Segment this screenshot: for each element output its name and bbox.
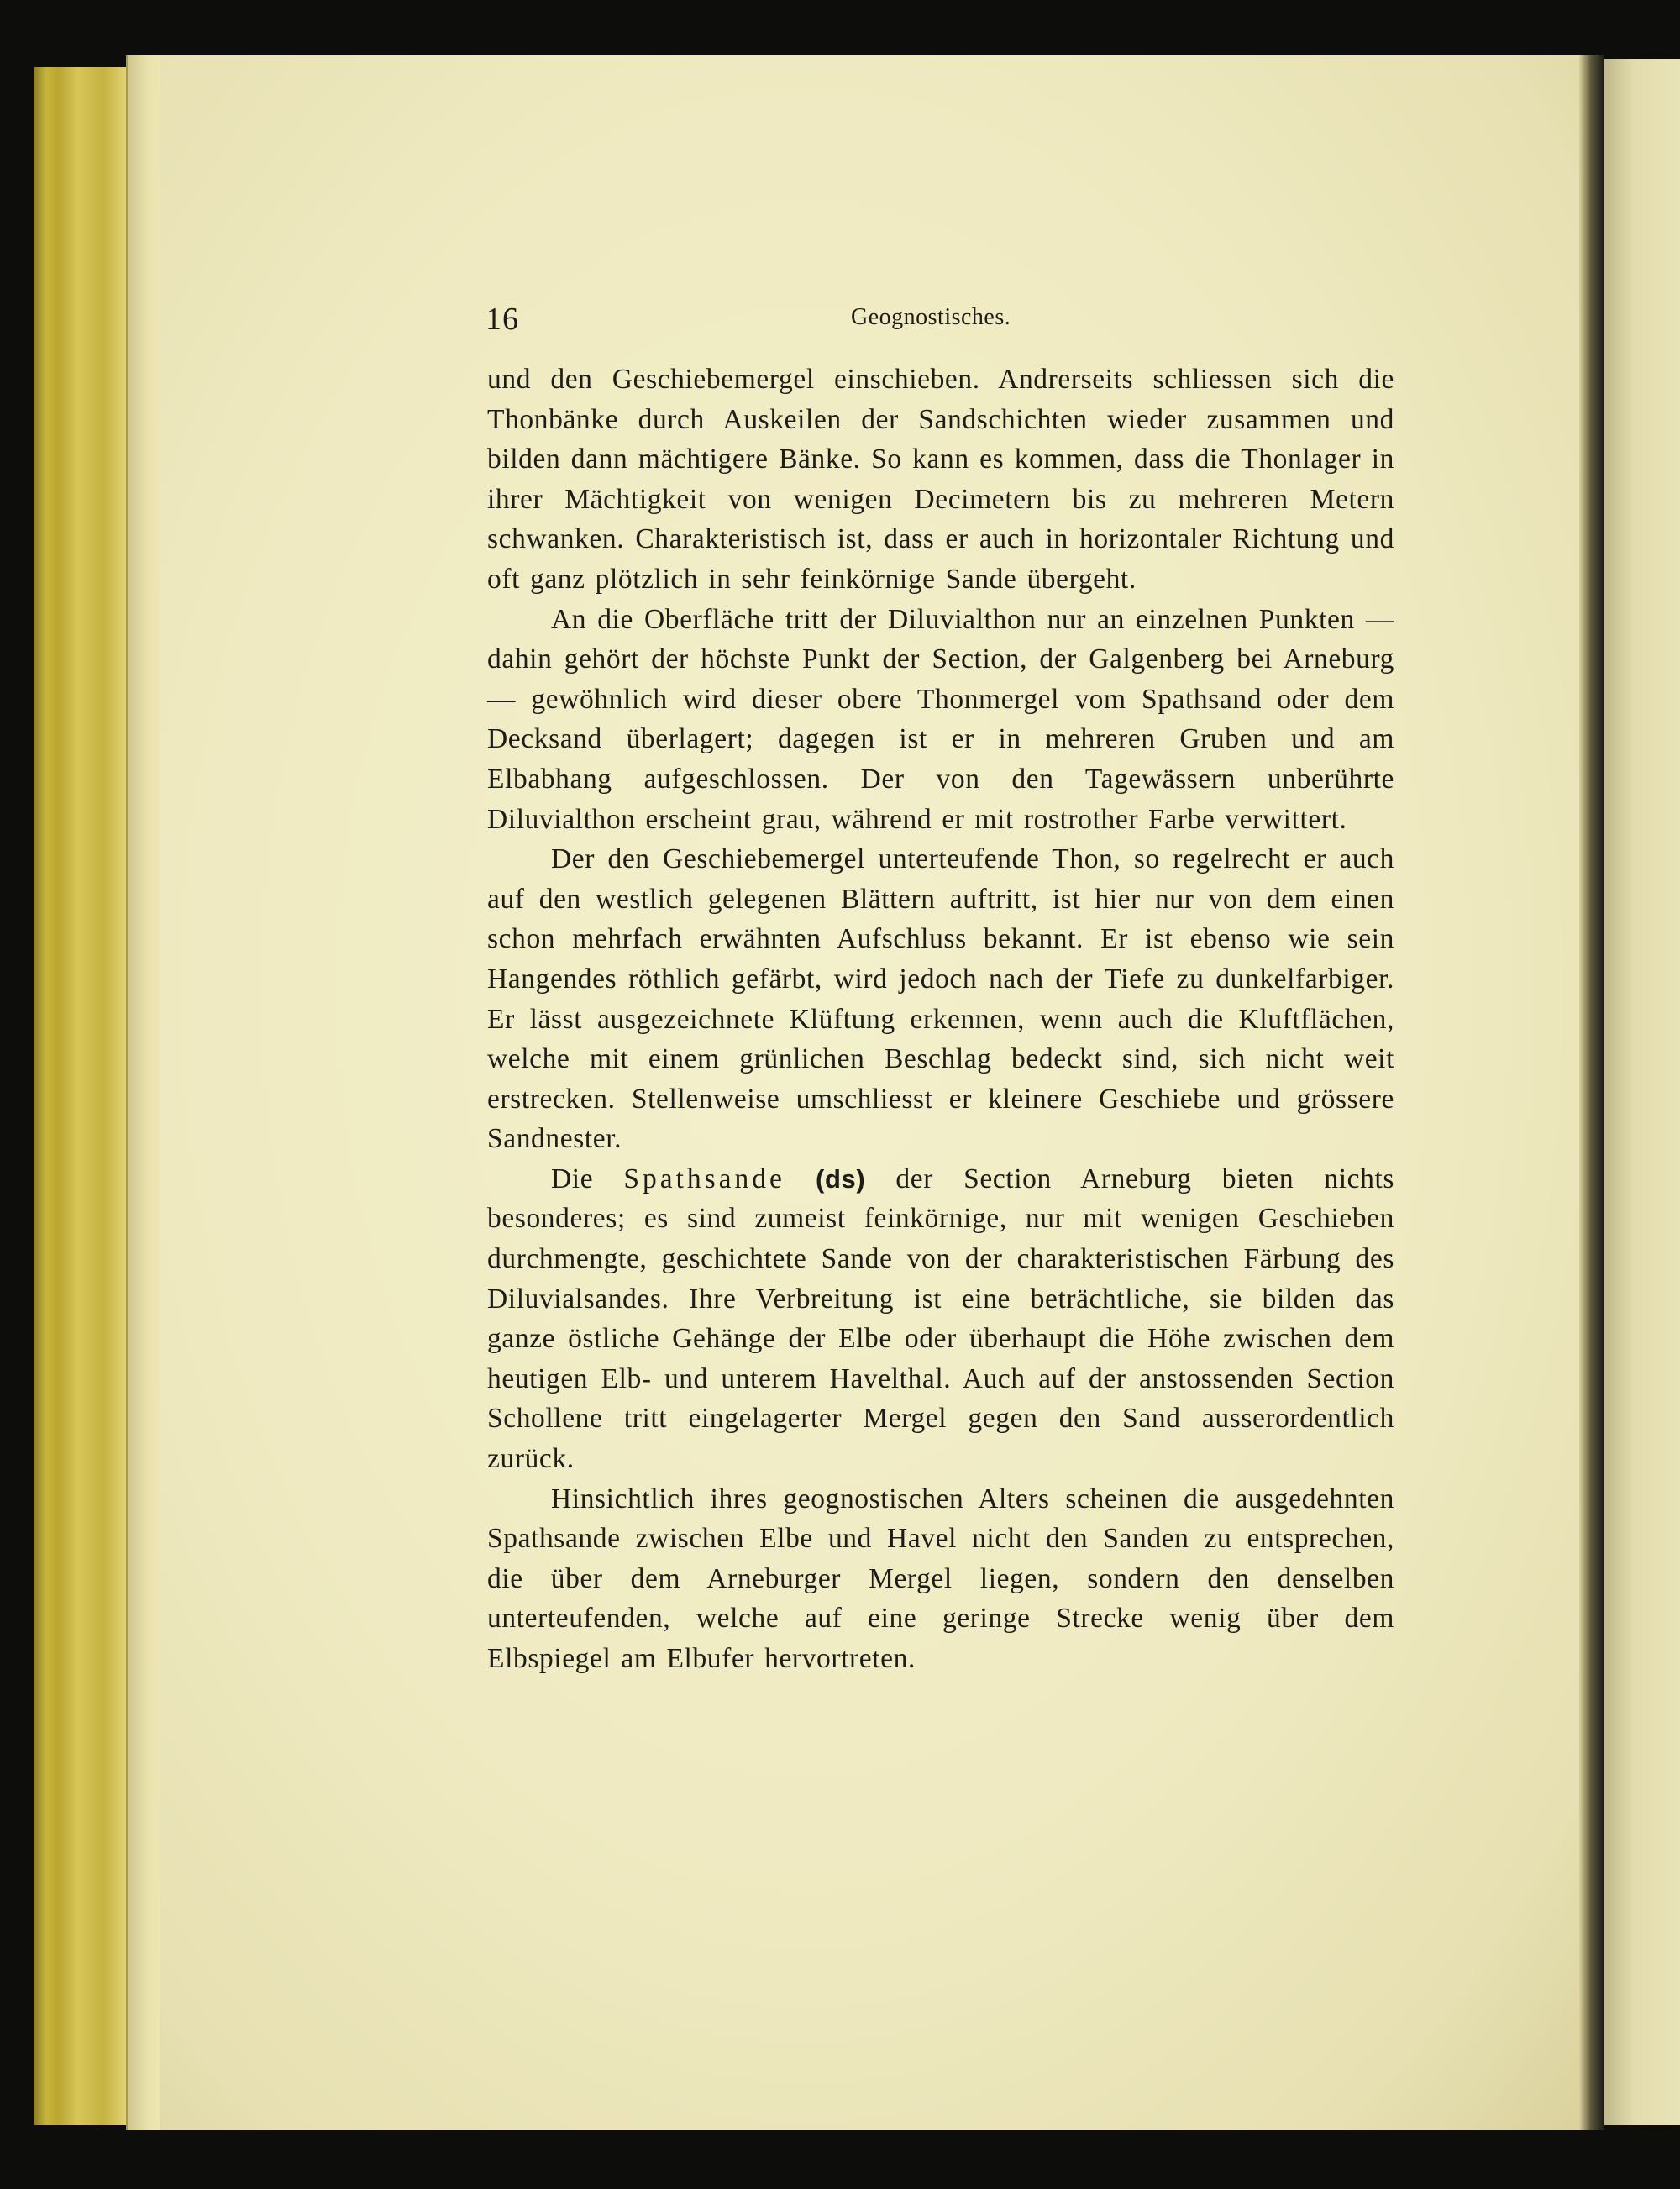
gutter-shadow bbox=[1579, 55, 1604, 2130]
spathsande-term: Spathsande bbox=[623, 1163, 785, 1194]
page-header bbox=[486, 301, 1410, 343]
facing-page-edge bbox=[1604, 59, 1680, 2125]
paragraph-2: An die Oberfläche tritt der Diluvialthon nur an einzelnen Punkten — dahin gehört der höchste Punkt der Section, der Galgenberg bei Arneburg — gewöhnlich wird dieser obere Thonmergel vom Spathsand oder dem Decksand überlagert; dagegen ist er in mehreren Gruben und am Elbabhang aufgeschlossen. Der von den Tagewässern unberührte Diluvialthon erscheint grau, während er mit rostrother Farbe verwittert. bbox=[487, 603, 1394, 835]
page-number: 16 bbox=[486, 302, 519, 337]
map-symbol: (ds) bbox=[816, 1163, 866, 1194]
paragraph-4-rest: der Section Arneburg bieten nichts besonderes; es sind zumeist feinkörnige, nur mit wenigen Geschieben durchmengte, geschichtete Sande von der charakteristischen Färbung des Diluvialsandes. Ihre Verbreitung ist eine beträchtliche, sie bilden das ganze östliche Gehänge der Elbe oder überhaupt die Höhe zwischen dem heutigen Elb- und unterem Havelthal. Auch auf der anstossenden Section Schollene tritt eingelagerter Mergel gegen den Sand ausserordentlich zurück. bbox=[487, 1163, 1394, 1475]
paragraph-1: und den Geschiebemergel einschieben. Andrerseits schliessen sich die Thonbänke durch Auskeilen der Sandschichten wieder zusammen und bilden dann mächtigere Bänke. So kann es kommen, dass die Thonlager in ihrer Mächtigkeit von wenigen Decimetern bis zu mehreren Metern schwanken. Charakteristisch ist, dass er auch in horizontaler Richtung und oft ganz plötzlich in sehr feinkörnige Sande übergeht. bbox=[487, 364, 1394, 595]
body-text bbox=[487, 360, 1394, 1679]
paragraph-5: Hinsichtlich ihres geognostischen Alters scheinen die ausgedehnten Spathsande zwischen Elbe und Havel nicht den Sanden zu entsprechen, die über dem Arneburger Mergel liegen, sondern den denselben unterteufenden, welche auf eine geringe Strecke wenig über dem Elbspiegel am Elbufer hervortreten. bbox=[487, 1483, 1394, 1674]
paragraph-4-lead: Die bbox=[551, 1163, 594, 1194]
paragraph-4 bbox=[487, 1159, 1394, 1479]
running-head: Geognostisches. bbox=[851, 304, 1011, 330]
paragraph-3: Der den Geschiebemergel unterteufende Thon, so regelrecht er auch auf den westlich gelegenen Blättern auftritt, ist hier nur von dem einen schon mehrfach erwähnten Aufschluss bekannt. Er ist ebenso wie sein Hangendes röthlich gefärbt, wird jedoch nach der Tiefe zu dunkelfarbiger. Er lässt ausgezeichnete Klüftung erkennen, wenn auch die Kluftflächen, welche mit einem grünlichen Beschlag bedeckt sind, sich nicht weit erstrecken. Stellenweise umschliesst er kleinere Geschiebe und grössere Sandnester. bbox=[487, 843, 1394, 1155]
